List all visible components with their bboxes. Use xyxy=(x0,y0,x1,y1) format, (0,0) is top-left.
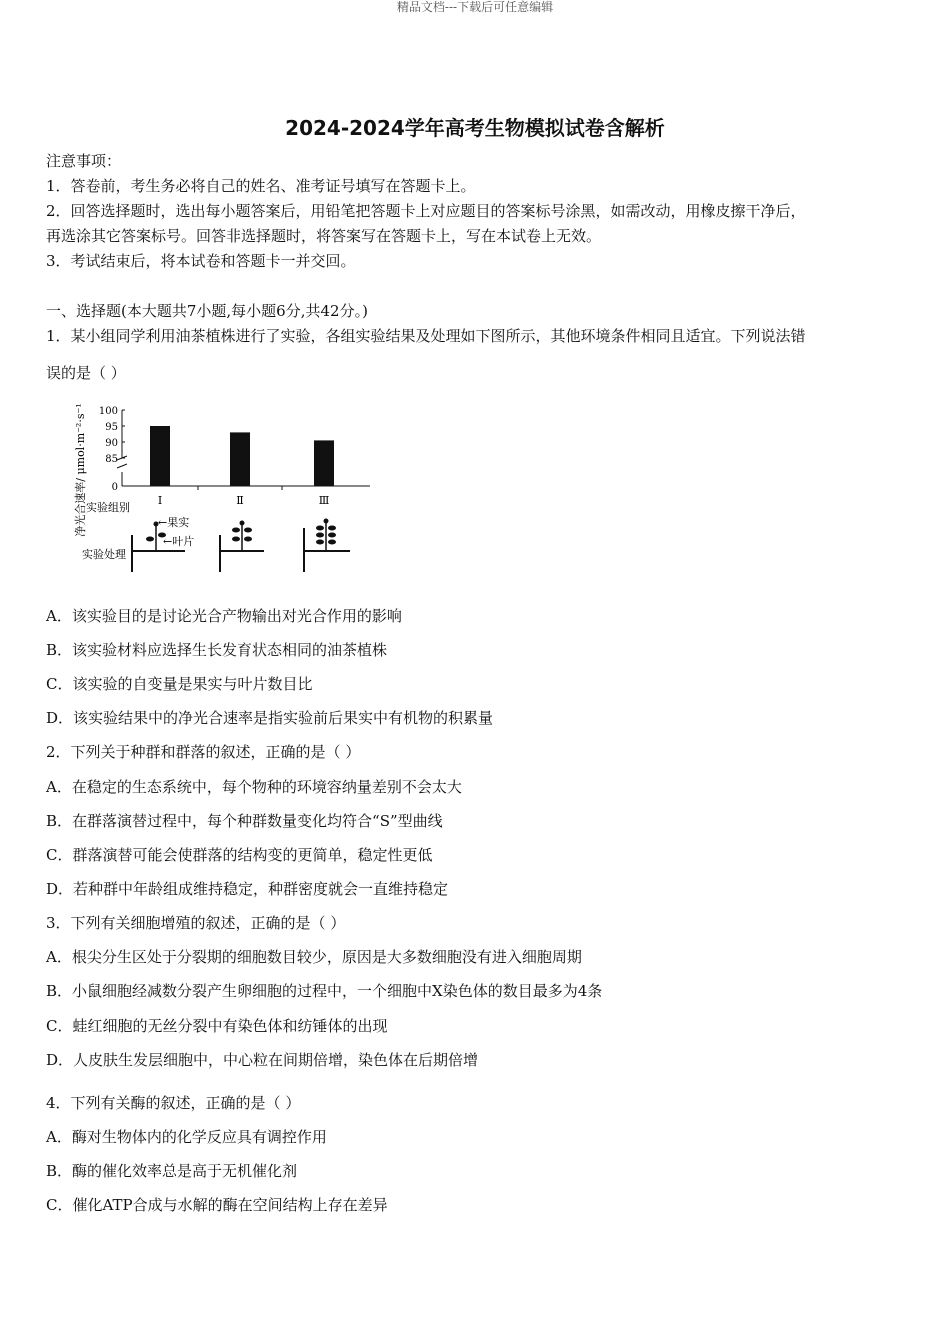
page-title: 2024-2024学年高考生物模拟试卷含解析 xyxy=(285,116,665,140)
option-q4-c: C．催化ATP合成与水解的酶在空间结构上存在差异 xyxy=(46,1196,388,1214)
q1-stem: 误的是（ ） xyxy=(46,364,126,382)
fruit-label: ←果实 xyxy=(158,516,190,529)
option-q1-c: C．该实验的自变量是果实与叶片数目比 xyxy=(46,675,313,693)
option-q1-b: B．该实验材料应选择生长发育状态相同的油茶植株 xyxy=(46,641,388,659)
option-q4-a: A．酶对生物体内的化学反应具有调控作用 xyxy=(46,1128,327,1146)
option-q1-a: A．该实验目的是讨论光合产物输出对光合作用的影响 xyxy=(46,607,402,625)
notice-item: 1．答卷前，考生务必将自己的姓名、准考证号填写在答题卡上。 xyxy=(46,177,476,195)
notice-item: 再选涂其它答案标号。回答非选择题时，将答案写在答题卡上，写在本试卷上无效。 xyxy=(46,227,602,245)
y-tick-label: 90 xyxy=(105,438,118,449)
option-q3-a: A．根尖分生区处于分裂期的细胞数目较少，原因是大多数细胞没有进入细胞周期 xyxy=(46,948,582,966)
q4-stem: 4．下列有关酶的叙述，正确的是（ ） xyxy=(46,1094,301,1112)
treatment-label: 实验处理 xyxy=(82,548,126,561)
chart-xlabel: 实验组别 xyxy=(86,501,130,514)
x-tick-label: Ⅲ xyxy=(318,494,330,507)
option-q2-d: D．若种群中年龄组成维持稳定，种群密度就会一直维持稳定 xyxy=(46,880,449,898)
option-q3-d: D．人皮肤生发层细胞中，中心粒在间期倍增，染色体在后期倍增 xyxy=(46,1051,479,1069)
section-heading: 一、选择题(本大题共7小题,每小题6分,共42分。) xyxy=(46,302,368,320)
x-tick-label: Ⅱ xyxy=(236,494,244,507)
option-q2-c: C．群落演替可能会使群落的结构变的更简单，稳定性更低 xyxy=(46,846,433,864)
treatment-diagram-2 xyxy=(220,521,264,573)
chart-ylabel: 净光合速率/ μmol·m⁻²·s⁻¹ xyxy=(74,403,87,537)
option-q3-b: B．小鼠细胞经减数分裂产生卵细胞的过程中，一个细胞中X染色体的数目最多为4条 xyxy=(46,982,603,1000)
option-q2-a: A．在稳定的生态系统中，每个物种的环境容纳量差别不会太大 xyxy=(46,778,462,796)
treatment-diagram-3 xyxy=(304,519,350,573)
q1-figure xyxy=(70,398,380,587)
treatment-diagram-1 xyxy=(132,516,194,572)
x-tick-label: Ⅰ xyxy=(157,494,163,507)
header-note: 精品文档---下载后可任意编辑 xyxy=(396,0,554,14)
notice-heading: 注意事项： xyxy=(46,152,122,170)
bar-2 xyxy=(230,432,250,486)
y-tick-label: 85 xyxy=(105,454,118,465)
q3-stem: 3．下列有关细胞增殖的叙述，正确的是（ ） xyxy=(46,914,346,932)
option-q1-d: D．该实验结果中的净光合速率是指实验前后果实中有机物的积累量 xyxy=(46,709,494,727)
option-q2-b: B．在群落演替过程中，每个种群数量变化均符合“S”型曲线 xyxy=(46,812,443,830)
notice-item: 2．回答选择题时，选出每小题答案后，用铅笔把答题卡上对应题目的答案标号涂黑，如需改动，用橡皮擦干净后， xyxy=(46,202,806,220)
option-q3-c: C．蛙红细胞的无丝分裂中有染色体和纺锤体的出现 xyxy=(46,1017,388,1035)
y-tick-label: 95 xyxy=(105,422,118,433)
q1-stem: 1．某小组同学利用油茶植株进行了实验，各组实验结果及处理如下图所示，其他环境条件相同且适宜。下列说法错 xyxy=(46,327,806,345)
bar-1 xyxy=(150,426,170,486)
q1-chart xyxy=(70,398,380,583)
notice-item: 3．考试结束后，将本试卷和答题卡一并交回。 xyxy=(46,252,356,270)
y-tick-label: 100 xyxy=(98,406,118,417)
bar-3 xyxy=(314,440,334,486)
q2-stem: 2．下列关于种群和群落的叙述，正确的是（ ） xyxy=(46,743,361,761)
leaf-label: ←叶片 xyxy=(163,535,195,548)
option-q4-b: B．酶的催化效率总是高于无机催化剂 xyxy=(46,1162,298,1180)
y-tick-label: 0 xyxy=(111,482,118,493)
